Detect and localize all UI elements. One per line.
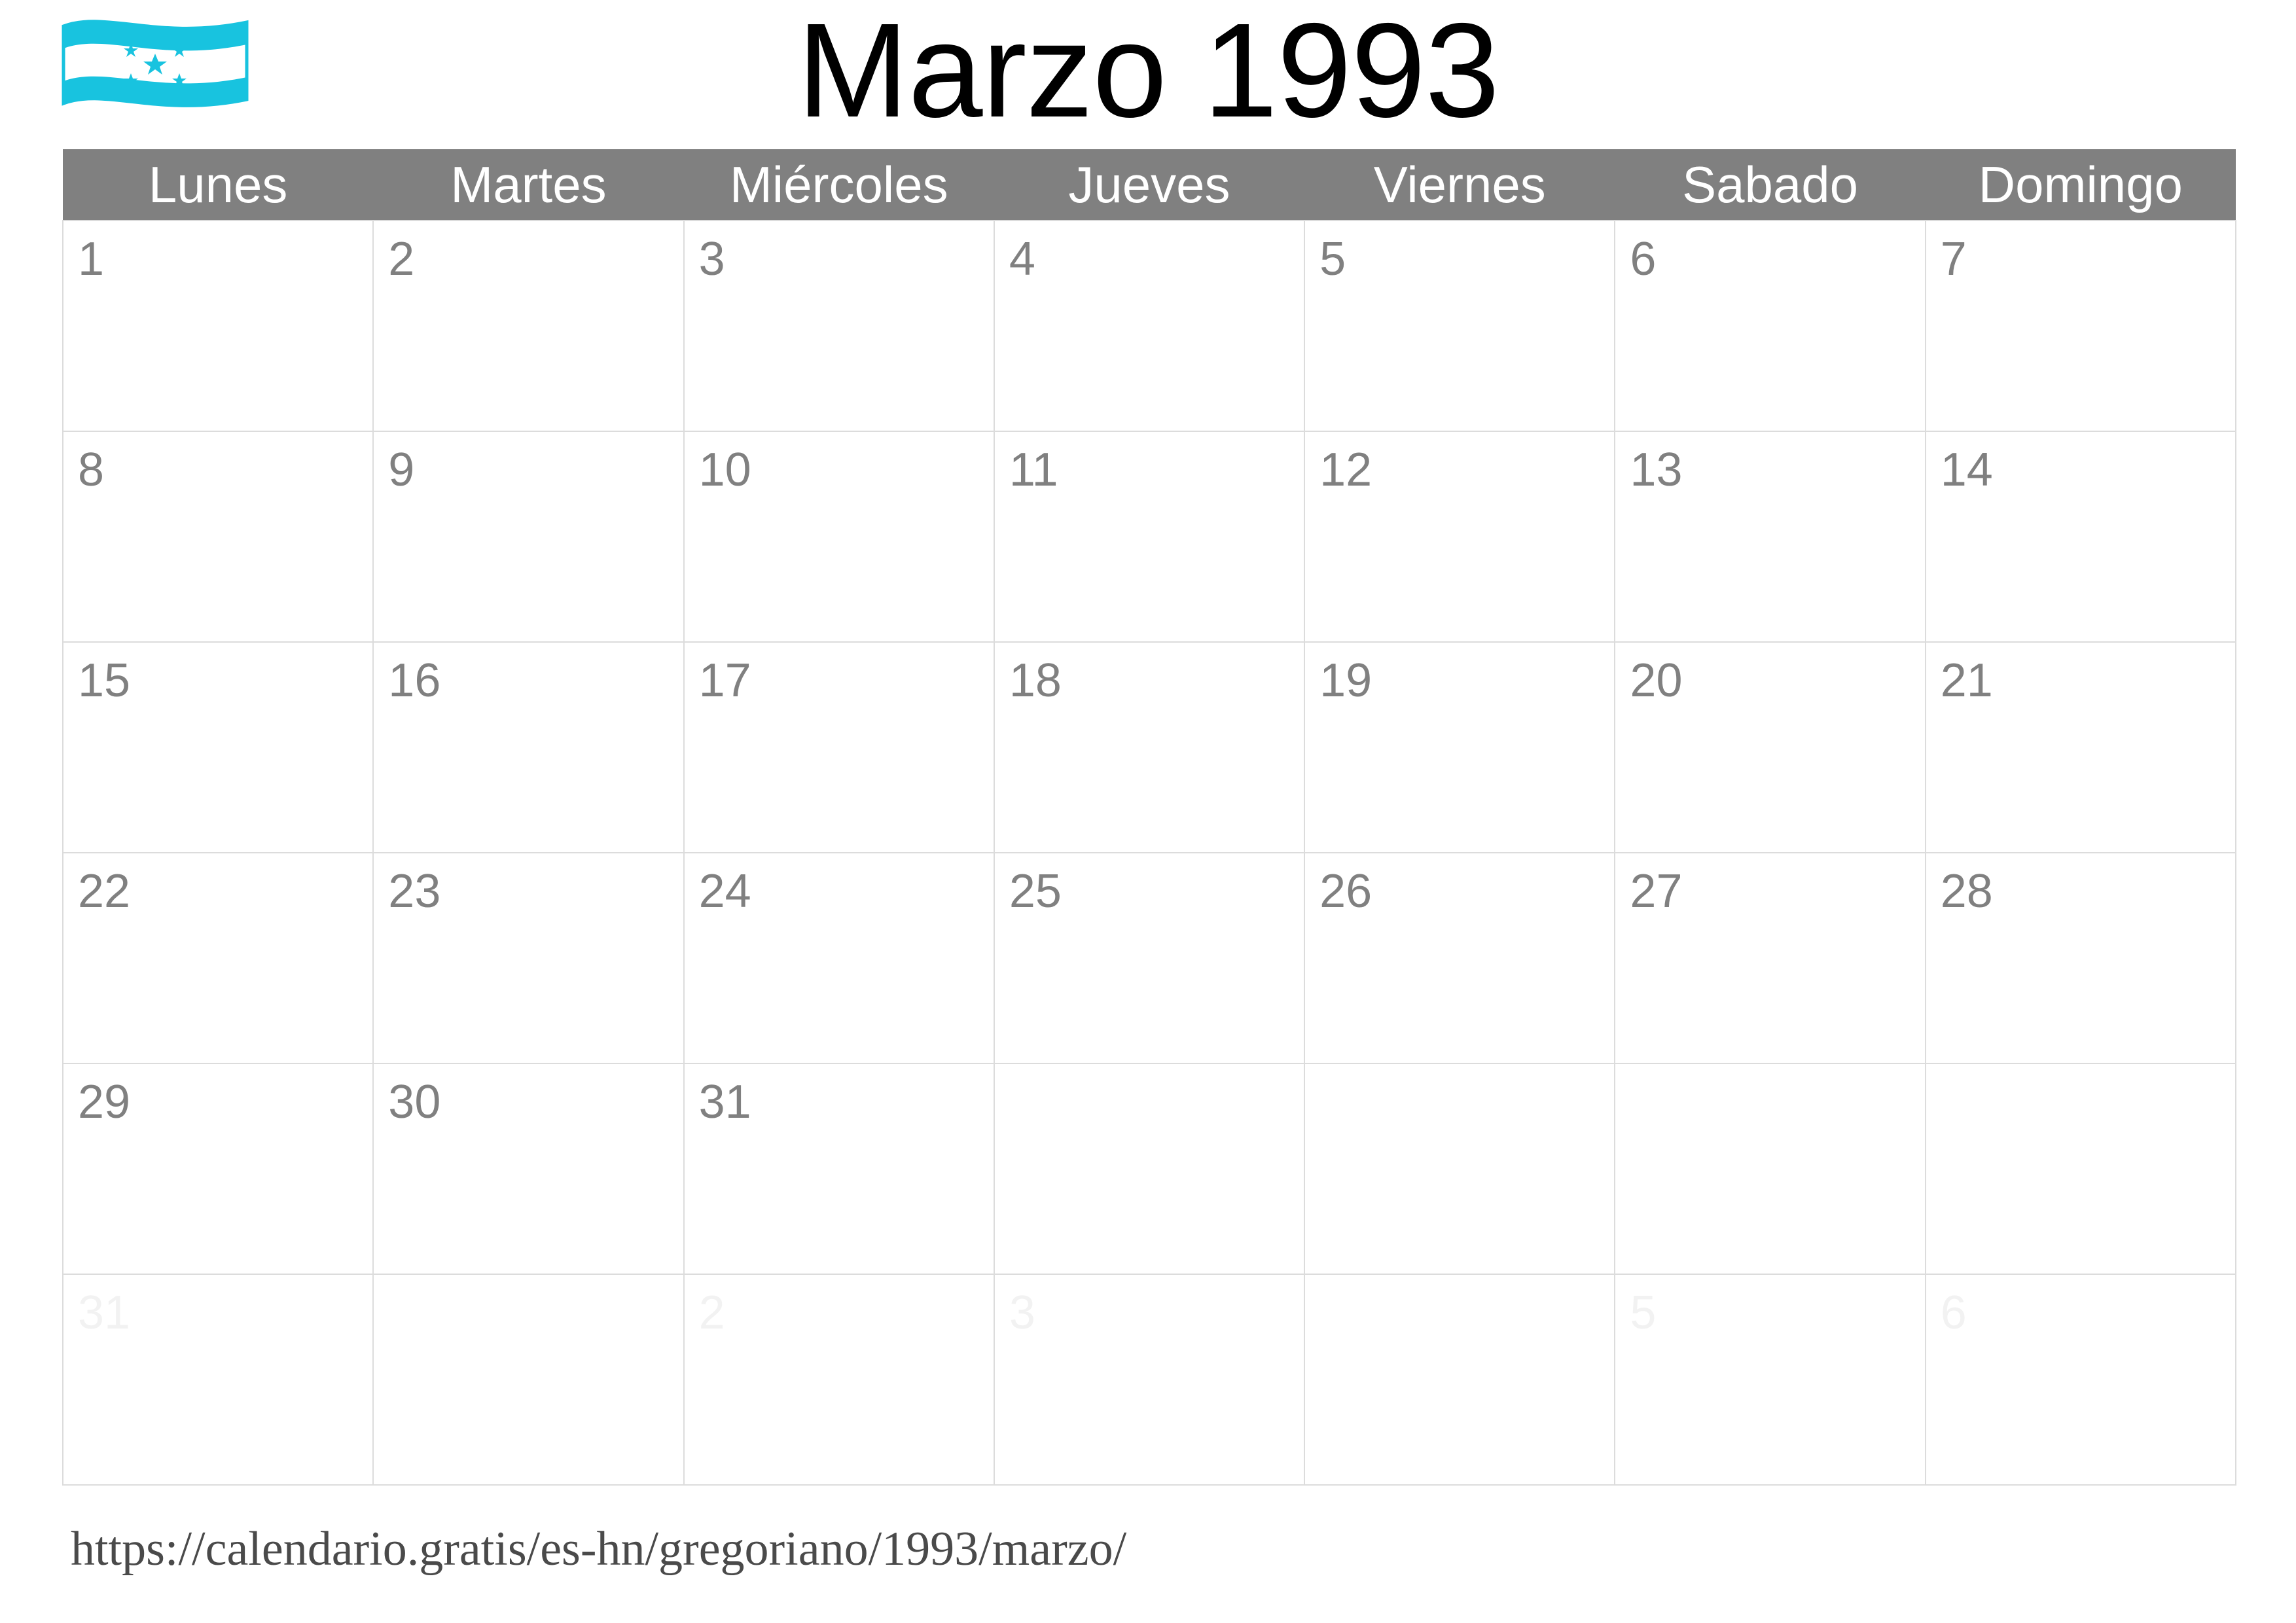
day-number: 31 [78,1287,131,1339]
day-number: 25 [1009,865,1062,918]
calendar-day-cell[interactable] [994,642,1304,853]
source-url[interactable]: https://calendario.gratis/es-hn/gregoriano/1993/marzo/ [71,1522,1127,1576]
day-number: 16 [388,654,441,707]
calendar-day-cell[interactable] [373,1274,683,1485]
day-number: 29 [78,1076,131,1128]
calendar-day-cell[interactable] [63,221,373,431]
page-title: Marzo 1993 [797,0,1499,145]
day-number [1615,1064,1924,1076]
weekday-header-jueves: Jueves [994,149,1304,221]
day-number: 2 [388,233,415,285]
calendar-day-cell[interactable] [373,431,683,642]
calendar-day-cell[interactable] [1304,853,1615,1063]
calendar-week-row-overflow [63,1274,2236,1485]
calendar-day-cell[interactable] [1926,1274,2236,1485]
day-number: 28 [1940,865,1993,918]
calendar-day-cell[interactable] [373,221,683,431]
weekday-header-viernes: Viernes [1304,149,1615,221]
day-number: 27 [1630,865,1683,918]
weekday-header-lunes: Lunes [63,149,373,221]
calendar-day-cell[interactable] [63,431,373,642]
calendar-day-cell[interactable] [1615,1274,1925,1485]
calendar-day-cell[interactable] [684,431,994,642]
calendar-day-cell[interactable] [994,1274,1304,1485]
calendar-week-row [63,1063,2236,1274]
day-number: 5 [1319,233,1346,285]
calendar-day-cell[interactable] [1304,642,1615,853]
day-number: 21 [1940,654,1993,707]
calendar-day-cell[interactable] [1615,853,1925,1063]
calendar-day-cell[interactable] [63,853,373,1063]
day-number: 4 [1009,233,1035,285]
calendar-day-cell[interactable] [994,1063,1304,1274]
day-number: 12 [1319,444,1372,496]
calendar-day-cell[interactable] [1304,1274,1615,1485]
day-number: 3 [698,233,725,285]
calendar-day-cell[interactable] [684,1274,994,1485]
day-number: 5 [1630,1287,1657,1339]
day-number: 15 [78,654,131,707]
day-number: 8 [78,444,105,496]
calendar-day-cell[interactable] [373,1063,683,1274]
calendar-day-cell[interactable] [994,853,1304,1063]
calendar-day-cell[interactable] [684,853,994,1063]
page-header [0,0,2296,147]
weekday-header-row [63,149,2236,221]
day-number: 24 [698,865,751,918]
day-number: 10 [698,444,751,496]
calendar-day-cell[interactable] [373,642,683,853]
day-number: 26 [1319,865,1372,918]
day-number: 6 [1630,233,1657,285]
day-number: 11 [1009,444,1058,496]
day-number: 9 [388,444,415,496]
calendar-day-cell[interactable] [684,642,994,853]
calendar-day-cell[interactable] [373,853,683,1063]
day-number: 3 [1009,1287,1035,1339]
calendar-day-cell[interactable] [684,1063,994,1274]
calendar-day-cell[interactable] [1926,431,2236,642]
day-number [374,1275,683,1287]
day-number: 20 [1630,654,1683,707]
day-number: 23 [388,865,441,918]
day-number [1305,1275,1614,1287]
day-number: 18 [1009,654,1062,707]
weekday-header-domingo: Domingo [1926,149,2236,221]
calendar-day-cell[interactable] [1304,1063,1615,1274]
calendar-day-cell[interactable] [1304,221,1615,431]
day-number [995,1064,1304,1076]
weekday-header-miercoles: Miércoles [684,149,994,221]
day-number: 22 [78,865,131,918]
day-number: 14 [1940,444,1993,496]
day-number: 13 [1630,444,1683,496]
calendar-day-cell[interactable] [63,1274,373,1485]
day-number: 1 [78,233,105,285]
calendar-day-cell[interactable] [1926,221,2236,431]
calendar-week-row [63,642,2236,853]
day-number: 17 [698,654,751,707]
day-number: 2 [698,1287,725,1339]
calendar-day-cell[interactable] [1615,642,1925,853]
day-number: 6 [1940,1287,1967,1339]
day-number: 31 [698,1076,751,1128]
day-number [1926,1064,2235,1076]
calendar-day-cell[interactable] [1926,642,2236,853]
calendar-day-cell[interactable] [994,431,1304,642]
weekday-header-sabado: Sabado [1615,149,1925,221]
calendar-day-cell[interactable] [1304,431,1615,642]
calendar-day-cell[interactable] [63,1063,373,1274]
calendar-week-row [63,853,2236,1063]
calendar-day-cell[interactable] [684,221,994,431]
day-number [1305,1064,1614,1076]
calendar-grid [62,149,2236,1486]
calendar-day-cell[interactable] [1926,853,2236,1063]
calendar-day-cell[interactable] [1615,431,1925,642]
calendar-day-cell[interactable] [994,221,1304,431]
weekday-header-martes: Martes [373,149,683,221]
calendar-week-row [63,431,2236,642]
day-number: 30 [388,1076,441,1128]
calendar-day-cell[interactable] [1615,1063,1925,1274]
calendar-day-cell[interactable] [1615,221,1925,431]
calendar-day-cell[interactable] [1926,1063,2236,1274]
calendar-week-row [63,221,2236,431]
day-number: 19 [1319,654,1372,707]
day-number: 7 [1940,233,1967,285]
calendar-day-cell[interactable] [63,642,373,853]
